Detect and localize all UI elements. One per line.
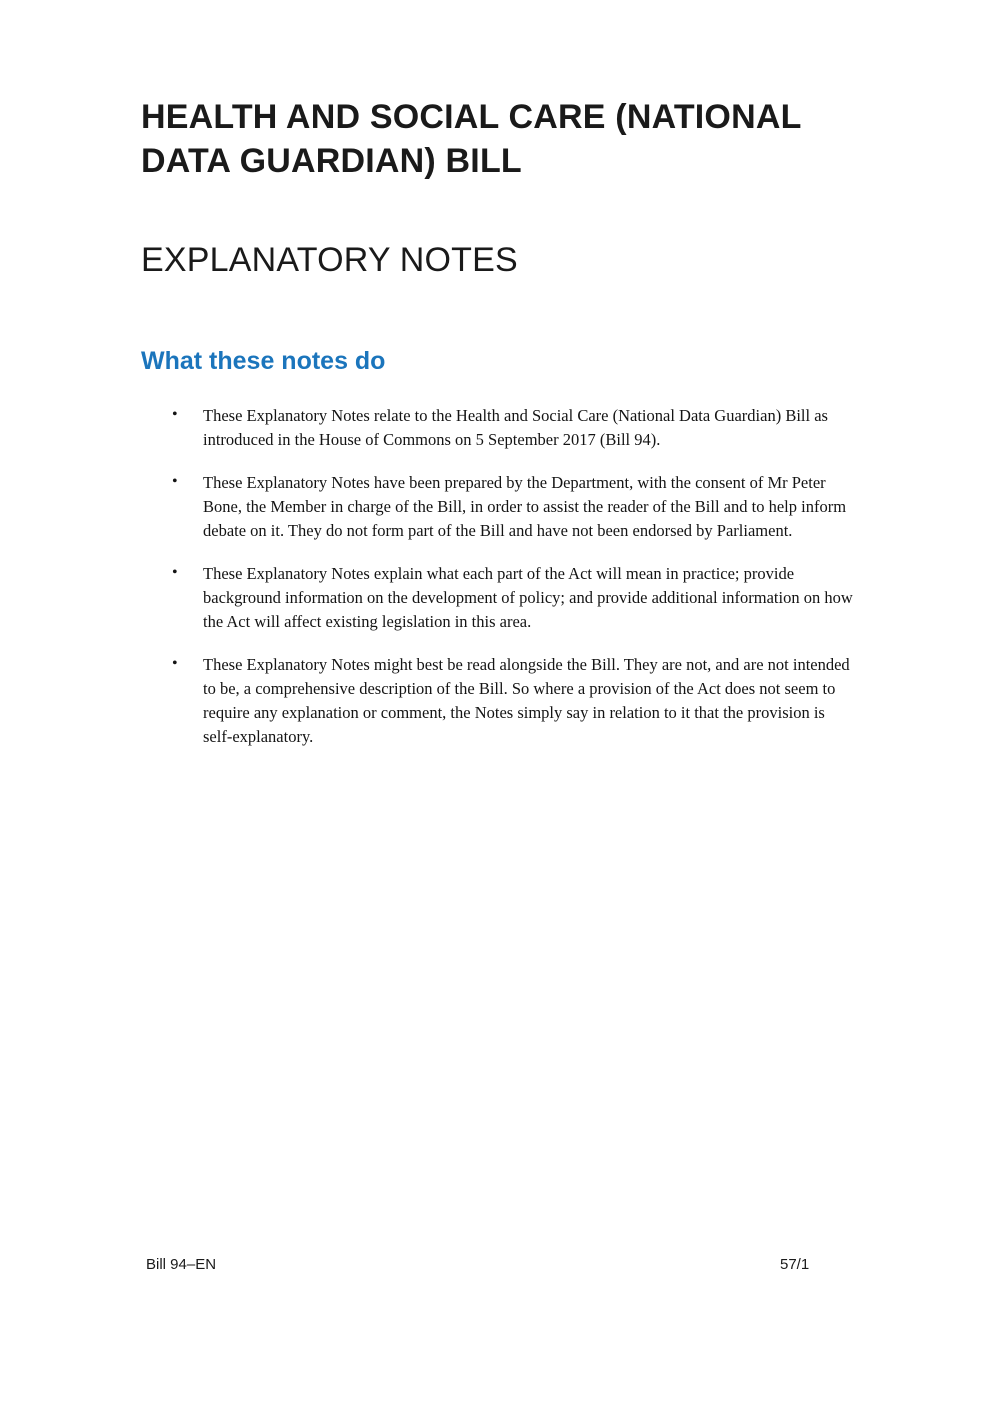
bill-title-line1: HEALTH AND SOCIAL CARE (NATIONAL [141, 98, 802, 136]
note-item-4 [141, 653, 853, 749]
bullet-marker: • [172, 406, 178, 423]
page-footer [0, 1256, 991, 1280]
bullet-marker: • [172, 473, 178, 490]
bill-title [141, 95, 901, 183]
footer-page-number: 57/1 [780, 1256, 810, 1273]
note-text-1: These Explanatory Notes relate to the Health and Social Care (National Data Guardian) Bill as introduced in the House of Commons on 5 September 2017 (Bill 94). [203, 406, 828, 449]
note-text-2: These Explanatory Notes have been prepared by the Department, with the consent of Mr Peter Bone, the Member in charge of the Bill, in order to assist the reader of the Bill and to help inform debate on it. They do not form part of the Bill and have not been endorsed by Parliament. [203, 473, 847, 540]
note-text-3: These Explanatory Notes explain what each part of the Act will mean in practice; provide background information on the development of policy; and provide additional information on how the Act will affect existing legislation in this area. [203, 564, 853, 631]
note-item-3 [141, 562, 853, 634]
bullet-marker: • [172, 655, 178, 672]
bullet-marker: • [172, 564, 178, 581]
footer-bill-number: Bill 94–EN [146, 1256, 217, 1273]
note-item-2 [141, 471, 853, 543]
explanatory-notes-heading: EXPLANATORY NOTES [141, 241, 518, 279]
note-item-1 [141, 404, 853, 452]
bill-title-line2: DATA GUARDIAN) BILL [141, 142, 522, 180]
note-text-4: These Explanatory Notes might best be read alongside the Bill. They are not, and are not intended to be, a comprehensive description of the Bill. So where a provision of the Act does not seem to require any explanation or comment, the Notes simply say in relation to it that the provision is self-explanatory. [203, 655, 850, 746]
section-heading-what-these-notes-do: What these notes do [141, 347, 386, 375]
notes-list [141, 404, 901, 749]
